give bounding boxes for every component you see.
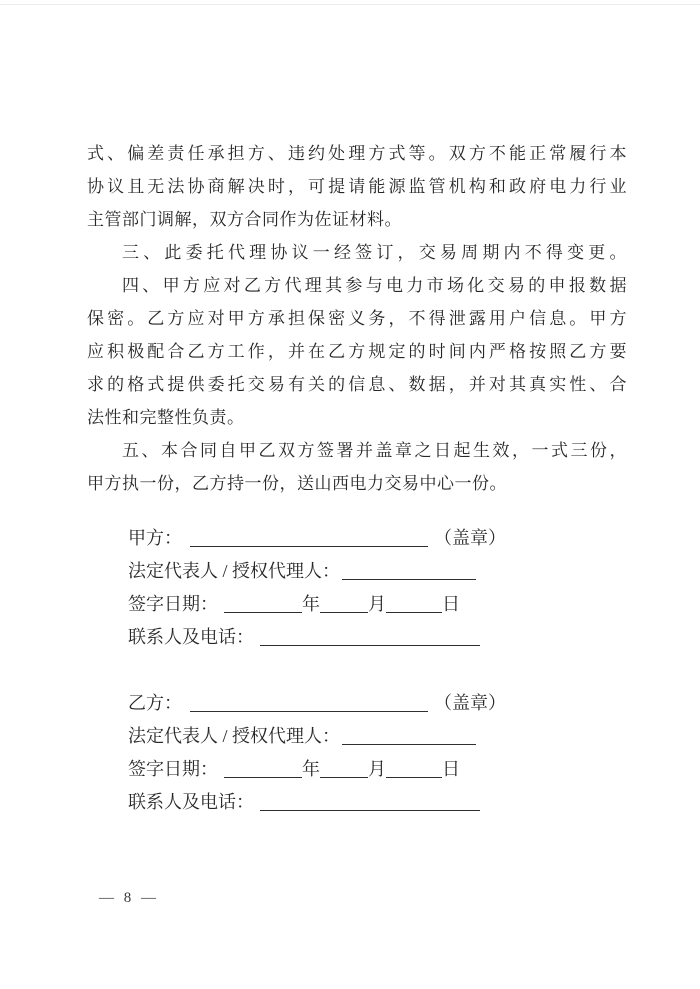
body-line: 协议且无法协商解决时，可提请能源监管机构和政府电力行业 [87,177,627,196]
body-line: 应积极配合乙方工作，并在乙方规定的时间内严格按照乙方要 [87,342,627,361]
party-b-representative-label: 法定代表人 / 授权代理人： [128,726,340,746]
body-line: 三、此委托代理协议一经签订，交易周期内不得变更。 [122,243,627,262]
party-a-month-blank [320,594,368,613]
party-a-month-label: 月 [368,594,386,614]
body-line: 式、偏差责任承担方、违约处理方式等。双方不能正常履行本 [87,144,627,163]
party-b-year-label: 年 [302,759,320,779]
body-line: 法性和完整性负责。 [87,408,245,427]
party-a-representative-row [128,555,506,588]
party-a-day-label: 日 [442,594,460,614]
party-a-name-row [128,522,506,555]
scan-artifact-line [0,4,700,5]
party-b-seal-label: （盖章） [434,693,506,713]
party-b-signature-block [128,687,506,819]
party-a-contact-row [128,621,506,654]
party-b-representative-row [128,720,506,753]
party-b-day-label: 日 [442,759,460,779]
party-a-representative-blank [342,561,476,580]
party-a-name-blank [190,528,428,547]
body-line: 甲方执一份，乙方持一份，送山西电力交易中心一份。 [87,474,507,493]
party-b-contact-label: 联系人及电话： [128,792,254,812]
body-line: 五、本合同自甲乙双方签署并盖章之日起生效，一式三份， [122,441,627,460]
party-a-day-blank [386,594,442,613]
party-b-contact-row [128,786,506,819]
party-a-contact-label: 联系人及电话： [128,627,254,647]
party-b-name-blank [190,693,428,712]
party-b-representative-blank [342,726,476,745]
party-a-contact-blank [260,627,480,646]
party-a-seal-label: （盖章） [434,528,506,548]
party-a-sign-date-label: 签字日期： [128,594,218,614]
contract-body [87,137,627,500]
party-b-day-blank [386,759,442,778]
party-a-year-blank [224,594,302,613]
party-a-representative-label: 法定代表人 / 授权代理人： [128,561,340,581]
body-line: 保密。乙方应对甲方承担保密义务，不得泄露用户信息。甲方 [87,309,627,328]
body-line: 四、甲方应对乙方代理其参与电力市场化交易的申报数据 [122,276,627,295]
party-b-sign-date-label: 签字日期： [128,759,218,779]
party-b-name-row [128,687,506,720]
body-line: 求的格式提供委托交易有关的信息、数据，并对其真实性、合 [87,375,627,394]
page-number: — 8 — [99,890,159,906]
party-a-label: 甲方： [128,528,182,548]
party-b-month-blank [320,759,368,778]
party-b-month-label: 月 [368,759,386,779]
party-b-year-blank [224,759,302,778]
party-a-year-label: 年 [302,594,320,614]
party-b-contact-blank [260,792,480,811]
party-a-signature-block [128,522,506,654]
body-line: 主管部门调解，双方合同作为佐证材料。 [87,210,402,229]
party-a-sign-date-row [128,588,506,621]
party-b-sign-date-row [128,753,506,786]
party-b-label: 乙方： [128,693,182,713]
